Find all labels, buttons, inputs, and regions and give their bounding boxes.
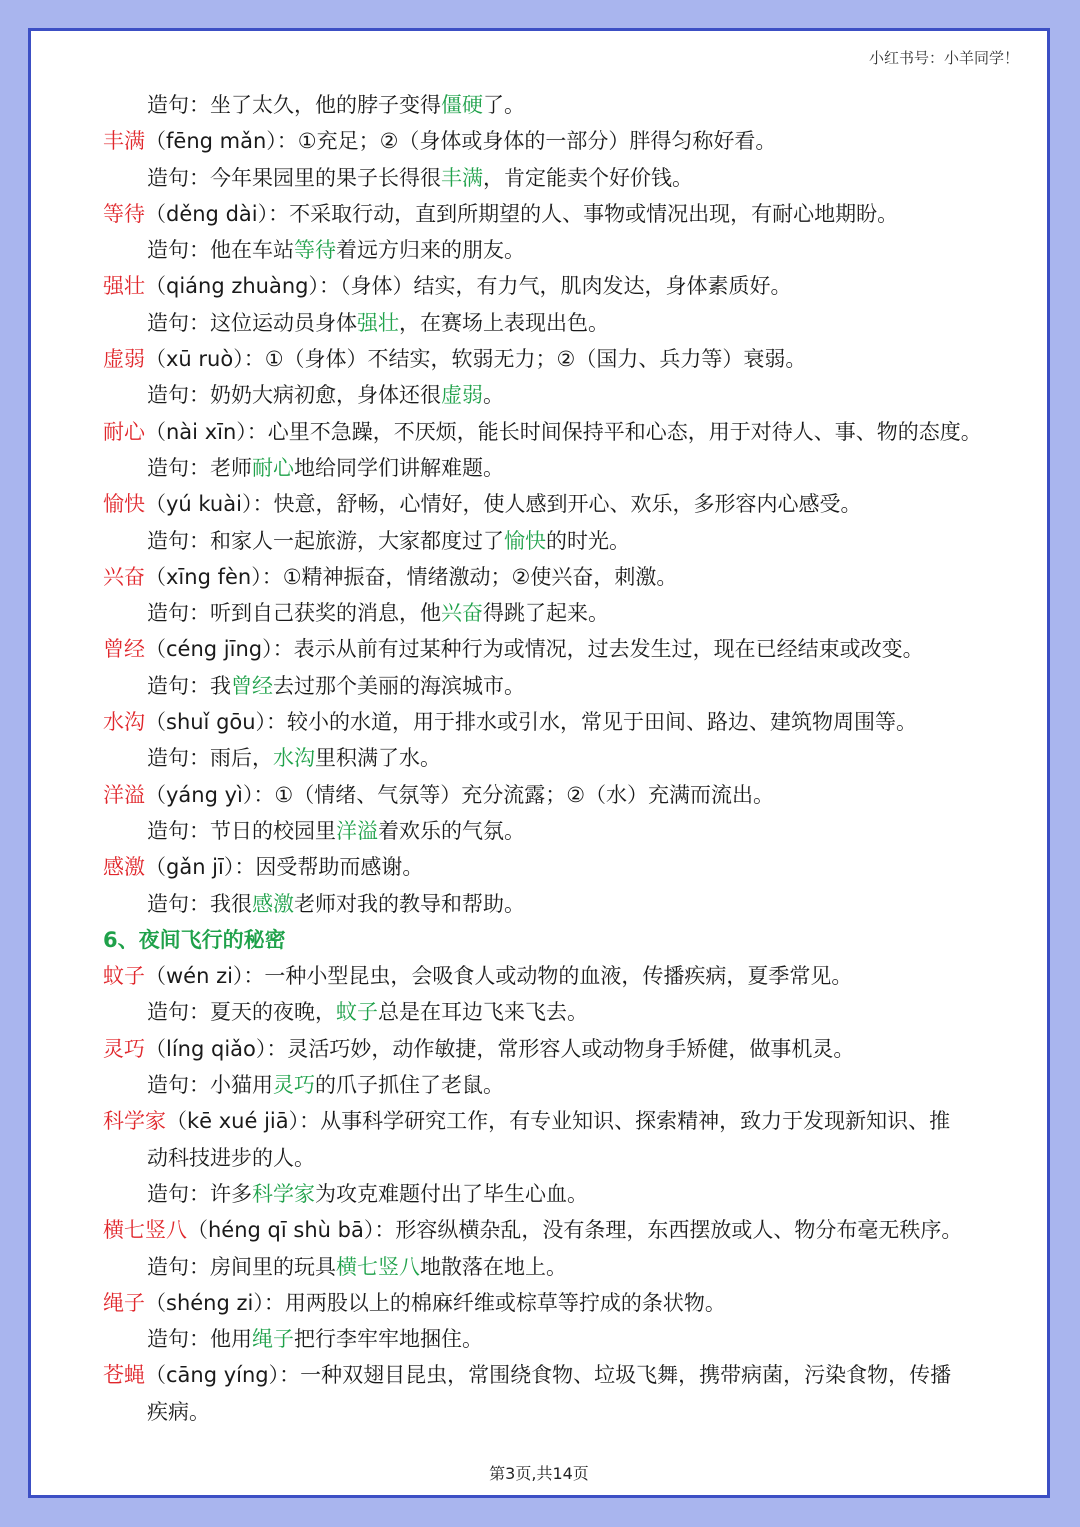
example-sentence: 造句：小猫用灵巧的爪子抓住了老鼠。 <box>147 1073 504 1098</box>
source-label: 小红书号：小羊同学！ <box>868 49 1019 67</box>
vocab-word: 兴奋 <box>103 564 145 589</box>
document-page <box>28 28 1050 1498</box>
example-sentence: 造句：老师耐心地给同学们讲解难题。 <box>147 455 504 480</box>
vocab-word: 洋溢 <box>103 782 145 807</box>
vocab-word: 丰满 <box>103 129 145 154</box>
vocab-entry <box>103 631 1013 667</box>
example-sentence: 造句：今年果园里的果子长得很丰满，肯定能卖个好价钱。 <box>147 165 693 190</box>
example-sentence: 造句：他用绳子把行李牢牢地捆住。 <box>147 1327 483 1352</box>
vocab-entry <box>103 1285 1013 1321</box>
vocab-entry <box>103 704 1013 740</box>
vocab-definition: （xīng fèn）：①精神振奋，情绪激动；②使兴奋，刺激。 <box>145 564 678 589</box>
example-sentence: 造句：节日的校园里洋溢着欢乐的气氛。 <box>147 818 525 843</box>
vocab-definition: （shuǐ gōu）：较小的水道，用于排水或引水，常见于田间、路边、建筑物周围等。 <box>145 710 918 735</box>
vocab-word: 科学家 <box>103 1109 166 1134</box>
vocab-word: 水沟 <box>103 710 145 735</box>
vocab-definition: （nài xīn）：心里不急躁，不厌烦，能长时间保持平和心态，用于对待人、事、物的态度。 <box>145 419 982 444</box>
vocab-definition: （děng dài）：不采取行动，直到所期望的人、事物或情况出现，有耐心地期盼。 <box>145 201 899 226</box>
vocab-entry <box>103 958 1013 994</box>
vocab-word: 横七竖八 <box>103 1218 187 1243</box>
vocab-definition: （qiáng zhuàng）：（身体）结实，有力气，肌肉发达，身体素质好。 <box>145 274 792 299</box>
vocab-entry <box>103 196 1013 232</box>
vocab-word: 绳子 <box>103 1290 145 1315</box>
vocab-definition-continued: 动科技进步的人。 <box>147 1145 315 1170</box>
vocab-definition: （yáng yì）：①（情绪、气氛等）充分流露；②（水）充满而流出。 <box>145 782 775 807</box>
example-sentence: 造句：和家人一起旅游，大家都度过了愉快的时光。 <box>147 528 630 553</box>
vocab-entry <box>103 1357 1013 1393</box>
vocab-definition: （shéng zi）：用两股以上的棉麻纤维或棕草等拧成的条状物。 <box>145 1290 726 1315</box>
vocab-definition-continued: 疾病。 <box>147 1399 210 1424</box>
vocab-definition: （gǎn jī）：因受帮助而感谢。 <box>145 855 424 880</box>
vocab-entry <box>103 268 1013 304</box>
vocab-definition: （héng qī shù bā）：形容纵横杂乱，没有条理，东西摆放或人、物分布毫无秩序。 <box>187 1218 963 1243</box>
example-sentence: 造句：奶奶大病初愈，身体还很虚弱。 <box>147 383 504 408</box>
vocab-word: 蚊子 <box>103 964 145 989</box>
vocab-word: 苍蝇 <box>103 1363 145 1388</box>
vocabulary-list <box>103 87 1013 1430</box>
example-sentence: 造句：雨后，水沟里积满了水。 <box>147 746 441 771</box>
vocab-entry <box>103 341 1013 377</box>
vocab-definition: （kē xué jiā）：从事科学研究工作，有专业知识、探索精神，致力于发现新知识、推 <box>166 1109 951 1134</box>
vocab-word: 耐心 <box>103 419 145 444</box>
vocab-entry <box>103 1031 1013 1067</box>
vocab-word: 强壮 <box>103 274 145 299</box>
section-heading: 6、夜间飞行的秘密 <box>103 927 286 952</box>
example-sentence: 造句：坐了太久，他的脖子变得僵硬了。 <box>147 93 525 117</box>
example-sentence: 造句：这位运动员身体强壮，在赛场上表现出色。 <box>147 310 609 335</box>
vocab-entry <box>103 414 1013 450</box>
vocab-word: 虚弱 <box>103 347 145 372</box>
example-sentence: 造句：许多科学家为攻克难题付出了毕生心血。 <box>147 1181 588 1206</box>
vocab-word: 曾经 <box>103 637 145 662</box>
example-sentence: 造句：我曾经去过那个美丽的海滨城市。 <box>147 673 525 698</box>
example-sentence: 造句：房间里的玩具横七竖八地散落在地上。 <box>147 1254 567 1279</box>
vocab-word: 愉快 <box>103 492 145 517</box>
example-sentence: 造句：我很感激老师对我的教导和帮助。 <box>147 891 525 916</box>
vocab-definition: （líng qiǎo）：灵活巧妙，动作敏捷，常形容人或动物身手矫健，做事机灵。 <box>145 1036 855 1061</box>
vocab-entry <box>103 123 1013 159</box>
vocab-entry <box>103 486 1013 522</box>
vocab-entry <box>103 1103 1013 1139</box>
vocab-word: 等待 <box>103 201 145 226</box>
example-sentence: 造句：他在车站等待着远方归来的朋友。 <box>147 238 525 263</box>
vocab-entry <box>103 1212 1013 1248</box>
vocab-definition: （cāng yíng）：一种双翅目昆虫，常围绕食物、垃圾飞舞，携带病菌，污染食物，传播 <box>145 1363 952 1388</box>
vocab-definition: （yú kuài）：快意，舒畅，心情好，使人感到开心、欢乐，多形容内心感受。 <box>145 492 862 517</box>
vocab-definition: （céng jīng）：表示从前有过某种行为或情况，过去发生过，现在已经结束或改变。 <box>145 637 924 662</box>
vocab-entry <box>103 849 1013 885</box>
vocab-entry <box>103 777 1013 813</box>
example-sentence: 造句：夏天的夜晚，蚊子总是在耳边飞来飞去。 <box>147 1000 588 1025</box>
vocab-word: 感激 <box>103 855 145 880</box>
page-number: 第3页,共14页 <box>489 1464 589 1483</box>
vocab-entry <box>103 559 1013 595</box>
vocab-definition: （xū ruò）：①（身体）不结实，软弱无力；②（国力、兵力等）衰弱。 <box>145 347 807 372</box>
vocab-definition: （wén zi）：一种小型昆虫，会吸食人或动物的血液，传播疾病，夏季常见。 <box>145 964 853 989</box>
example-sentence: 造句：听到自己获奖的消息，他兴奋得跳了起来。 <box>147 601 609 626</box>
vocab-word: 灵巧 <box>103 1036 145 1061</box>
vocab-definition: （fēng mǎn）：①充足；②（身体或身体的一部分）胖得匀称好看。 <box>145 129 777 154</box>
